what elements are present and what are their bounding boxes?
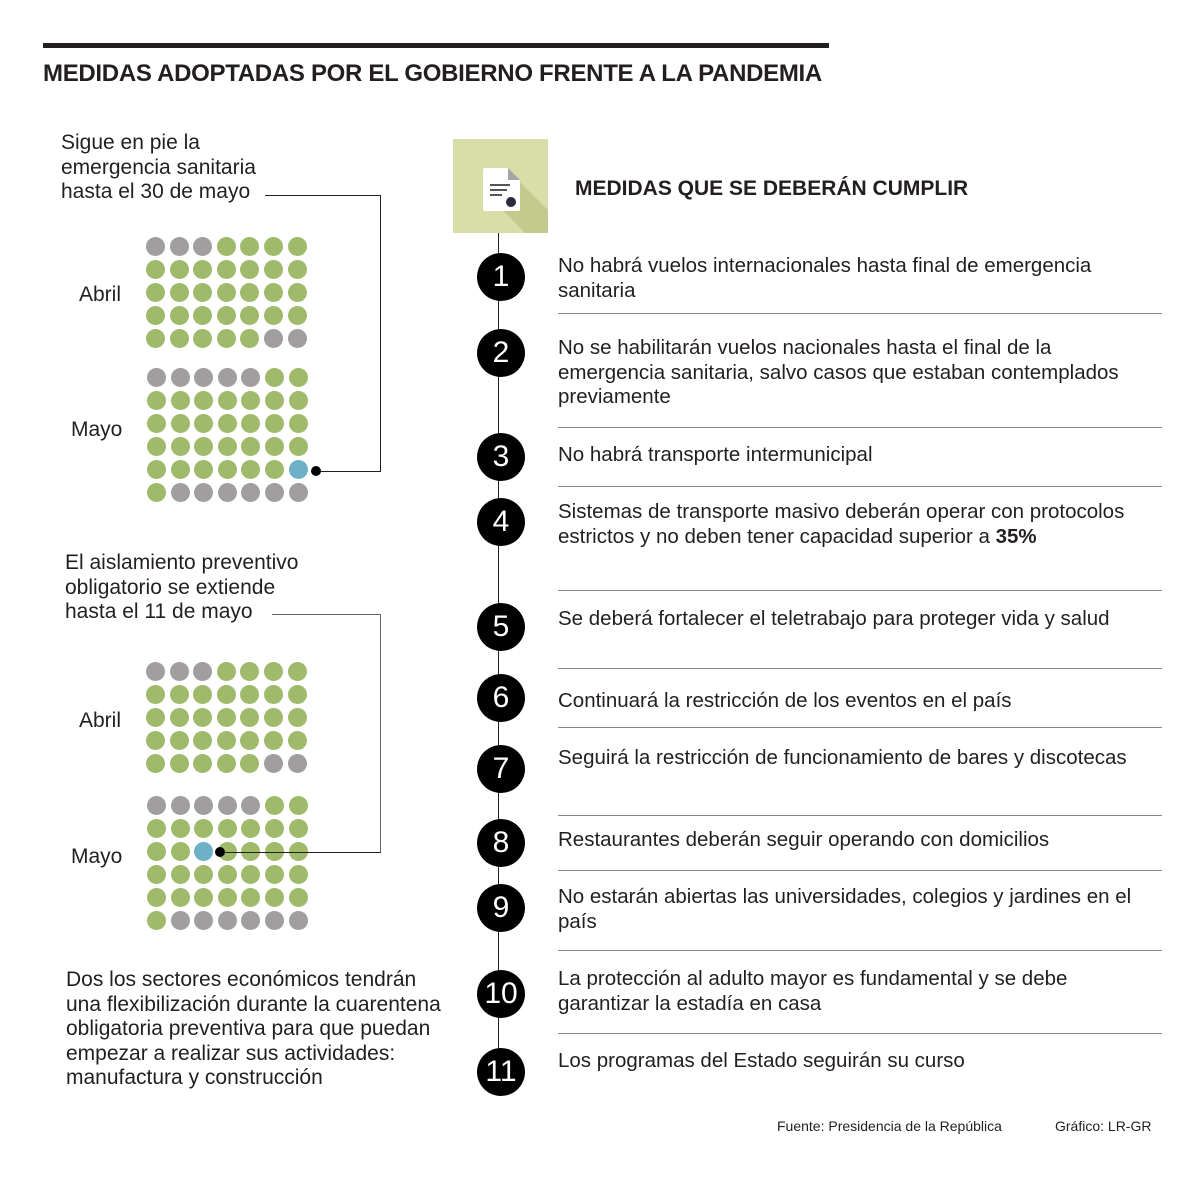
inactive-day-dot	[288, 329, 307, 348]
inactive-day-dot	[170, 662, 189, 681]
active-day-dot	[218, 391, 237, 410]
inactive-day-dot	[241, 796, 260, 815]
active-day-dot	[147, 819, 166, 838]
active-day-dot	[265, 819, 284, 838]
active-day-dot	[147, 842, 166, 861]
active-day-dot	[288, 283, 307, 302]
active-day-dot	[217, 306, 236, 325]
measures-title: MEDIDAS QUE SE DEBERÁN CUMPLIR	[575, 177, 969, 200]
active-day-dot	[217, 260, 236, 279]
active-day-dot	[265, 391, 284, 410]
active-day-dot	[218, 437, 237, 456]
active-day-dot	[193, 731, 212, 750]
active-day-dot	[240, 662, 259, 681]
measure-text: No se habilitarán vuelos nacionales hasta el final de la emergencia sanitaria, salvo casos que estaban contemplados previamente	[558, 336, 1119, 408]
separator	[558, 870, 1162, 871]
measure-number: 4	[477, 498, 525, 546]
active-day-dot	[289, 796, 308, 815]
measure-number: 11	[477, 1048, 525, 1096]
active-day-dot	[265, 796, 284, 815]
active-day-dot	[241, 414, 260, 433]
inactive-day-dot	[193, 662, 212, 681]
active-day-dot	[147, 865, 166, 884]
active-day-dot	[218, 414, 237, 433]
separator	[558, 950, 1162, 951]
measure-text: No habrá vuelos internacionales hasta final de emergencia sanitaria	[558, 254, 1092, 302]
measure-number: 10	[477, 970, 525, 1018]
active-day-dot	[240, 260, 259, 279]
active-day-dot	[264, 283, 283, 302]
active-day-dot	[171, 888, 190, 907]
active-day-dot	[194, 888, 213, 907]
active-day-dot	[147, 911, 166, 930]
active-day-dot	[146, 754, 165, 773]
active-day-dot	[264, 662, 283, 681]
active-day-dot	[193, 283, 212, 302]
measure-text: No habrá transporte intermunicipal	[558, 443, 873, 466]
active-day-dot	[265, 460, 284, 479]
inactive-day-dot	[147, 368, 166, 387]
active-day-dot	[194, 414, 213, 433]
active-day-dot	[170, 306, 189, 325]
measure-number: 3	[477, 433, 525, 481]
top-rule	[43, 43, 829, 48]
active-day-dot	[218, 460, 237, 479]
inactive-day-dot	[289, 483, 308, 502]
inactive-day-dot	[265, 911, 284, 930]
active-day-dot	[194, 437, 213, 456]
active-day-dot	[241, 391, 260, 410]
active-day-dot	[147, 888, 166, 907]
leader-line	[220, 852, 381, 853]
active-day-dot	[240, 329, 259, 348]
inactive-day-dot	[171, 796, 190, 815]
active-day-dot	[288, 260, 307, 279]
active-day-dot	[170, 283, 189, 302]
active-day-dot	[241, 865, 260, 884]
inactive-day-dot	[170, 237, 189, 256]
month-label-mayo: Mayo	[71, 418, 123, 441]
active-day-dot	[171, 414, 190, 433]
active-day-dot	[147, 483, 166, 502]
active-day-dot	[288, 685, 307, 704]
inactive-day-dot	[171, 483, 190, 502]
measure-number: 9	[477, 884, 525, 932]
inactive-day-dot	[218, 911, 237, 930]
separator	[558, 486, 1162, 487]
economic-sectors-note: Dos los sectores económicos tendrán una flexibilización durante la cuarentena obligatoria preventiva para que puedan empezar a realizar sus actividades: manufactura y construcción	[66, 968, 441, 1089]
measure-number: 5	[477, 603, 525, 651]
active-day-dot	[146, 329, 165, 348]
active-day-dot	[217, 237, 236, 256]
inactive-day-dot	[193, 237, 212, 256]
active-day-dot	[217, 754, 236, 773]
measure-number: 2	[477, 329, 525, 377]
active-day-dot	[241, 460, 260, 479]
measure-text: Continuará la restricción de los eventos en el país	[558, 689, 1012, 712]
active-day-dot	[171, 819, 190, 838]
active-day-dot	[241, 819, 260, 838]
active-day-dot	[194, 460, 213, 479]
active-day-dot	[241, 888, 260, 907]
active-day-dot	[289, 888, 308, 907]
inactive-day-dot	[146, 662, 165, 681]
month-label-abril: Abril	[79, 709, 122, 732]
inactive-day-dot	[264, 754, 283, 773]
inactive-day-dot	[194, 483, 213, 502]
active-day-dot	[217, 685, 236, 704]
active-day-dot	[240, 237, 259, 256]
active-day-dot	[289, 865, 308, 884]
emergency-note: Sigue en pie la emergencia sanitaria hasta el 30 de mayo	[61, 131, 256, 203]
measure-text: Los programas del Estado seguirán su curso	[558, 1049, 965, 1072]
active-day-dot	[218, 888, 237, 907]
active-day-dot	[171, 842, 190, 861]
inactive-day-dot	[288, 754, 307, 773]
active-day-dot	[241, 437, 260, 456]
month-label-abril: Abril	[79, 283, 122, 306]
active-day-dot	[264, 237, 283, 256]
active-day-dot	[217, 731, 236, 750]
separator	[558, 1033, 1162, 1034]
inactive-day-dot	[289, 911, 308, 930]
active-day-dot	[217, 329, 236, 348]
measure-text: No estarán abiertas las universidades, colegios y jardines en el país	[558, 885, 1132, 933]
active-day-dot	[240, 685, 259, 704]
inactive-day-dot	[241, 911, 260, 930]
inactive-day-dot	[171, 911, 190, 930]
active-day-dot	[170, 708, 189, 727]
active-day-dot	[193, 260, 212, 279]
active-day-dot	[170, 329, 189, 348]
inactive-day-dot	[218, 368, 237, 387]
measure-text: La protección al adulto mayor es fundamental y se debe garantizar la estadía en casa	[558, 967, 1068, 1015]
highlighted-day-dot	[194, 842, 213, 861]
measure-text: Sistemas de transporte masivo deberán operar con protocolos estrictos y no deben tener capacidad superior a 35%	[558, 500, 1125, 548]
isolation-note: El aislamiento preventivo obligatorio se extiende hasta el 11 de mayo	[65, 551, 299, 623]
leader-line	[316, 471, 381, 472]
marker-dot	[311, 466, 321, 476]
measure-text: Se deberá fortalecer el teletrabajo para proteger vida y salud	[558, 607, 1110, 630]
active-day-dot	[264, 685, 283, 704]
leader-line	[272, 614, 380, 615]
active-day-dot	[146, 685, 165, 704]
active-day-dot	[288, 731, 307, 750]
inactive-day-dot	[194, 796, 213, 815]
active-day-dot	[288, 662, 307, 681]
leader-line	[380, 614, 381, 853]
active-day-dot	[170, 754, 189, 773]
active-day-dot	[171, 865, 190, 884]
measure-text: Restaurantes deberán seguir operando con domicilios	[558, 828, 1050, 851]
marker-dot	[215, 847, 225, 857]
active-day-dot	[217, 283, 236, 302]
active-day-dot	[146, 260, 165, 279]
active-day-dot	[171, 460, 190, 479]
active-day-dot	[171, 437, 190, 456]
page-title: MEDIDAS ADOPTADAS POR EL GOBIERNO FRENTE A LA PANDEMIA	[43, 60, 822, 87]
active-day-dot	[265, 414, 284, 433]
source: Fuente: Presidencia de la República	[777, 1118, 1002, 1134]
active-day-dot	[289, 437, 308, 456]
active-day-dot	[147, 460, 166, 479]
active-day-dot	[171, 391, 190, 410]
active-day-dot	[240, 708, 259, 727]
measure-number: 7	[477, 745, 525, 793]
active-day-dot	[265, 437, 284, 456]
inactive-day-dot	[265, 483, 284, 502]
active-day-dot	[288, 708, 307, 727]
active-day-dot	[146, 731, 165, 750]
measure-highlight: 35%	[995, 524, 1037, 548]
active-day-dot	[289, 414, 308, 433]
month-label-mayo: Mayo	[71, 845, 123, 868]
inactive-day-dot	[218, 483, 237, 502]
leader-line	[265, 195, 380, 196]
active-day-dot	[264, 306, 283, 325]
active-day-dot	[170, 260, 189, 279]
active-day-dot	[146, 306, 165, 325]
active-day-dot	[193, 754, 212, 773]
separator	[558, 427, 1162, 428]
active-day-dot	[193, 708, 212, 727]
active-day-dot	[170, 685, 189, 704]
inactive-day-dot	[241, 483, 260, 502]
separator	[558, 590, 1162, 591]
measure-number: 1	[477, 253, 525, 301]
active-day-dot	[146, 708, 165, 727]
active-day-dot	[147, 391, 166, 410]
active-day-dot	[194, 391, 213, 410]
highlighted-day-dot	[289, 460, 308, 479]
inactive-day-dot	[264, 329, 283, 348]
active-day-dot	[170, 731, 189, 750]
active-day-dot	[240, 754, 259, 773]
active-day-dot	[193, 685, 212, 704]
active-day-dot	[264, 708, 283, 727]
document-icon	[453, 139, 548, 233]
active-day-dot	[264, 731, 283, 750]
inactive-day-dot	[241, 368, 260, 387]
inactive-day-dot	[194, 911, 213, 930]
measure-number: 6	[477, 674, 525, 722]
active-day-dot	[147, 437, 166, 456]
measure-number: 8	[477, 819, 525, 867]
active-day-dot	[288, 237, 307, 256]
active-day-dot	[218, 865, 237, 884]
active-day-dot	[265, 368, 284, 387]
active-day-dot	[217, 662, 236, 681]
active-day-dot	[288, 306, 307, 325]
active-day-dot	[218, 819, 237, 838]
separator	[558, 815, 1162, 816]
active-day-dot	[217, 708, 236, 727]
measure-text: Seguirá la restricción de funcionamiento de bares y discotecas	[558, 746, 1127, 769]
active-day-dot	[146, 283, 165, 302]
inactive-day-dot	[147, 796, 166, 815]
inactive-day-dot	[194, 368, 213, 387]
active-day-dot	[240, 283, 259, 302]
active-day-dot	[265, 888, 284, 907]
active-day-dot	[193, 329, 212, 348]
active-day-dot	[289, 368, 308, 387]
active-day-dot	[289, 819, 308, 838]
active-day-dot	[240, 306, 259, 325]
active-day-dot	[194, 865, 213, 884]
active-day-dot	[194, 819, 213, 838]
credit: Gráfico: LR-GR	[1055, 1118, 1152, 1134]
inactive-day-dot	[218, 796, 237, 815]
separator	[558, 727, 1162, 728]
separator	[558, 668, 1162, 669]
leader-line	[380, 195, 381, 472]
active-day-dot	[147, 414, 166, 433]
active-day-dot	[264, 260, 283, 279]
inactive-day-dot	[146, 237, 165, 256]
active-day-dot	[193, 306, 212, 325]
active-day-dot	[289, 391, 308, 410]
active-day-dot	[240, 731, 259, 750]
separator	[558, 313, 1162, 314]
inactive-day-dot	[171, 368, 190, 387]
active-day-dot	[265, 865, 284, 884]
